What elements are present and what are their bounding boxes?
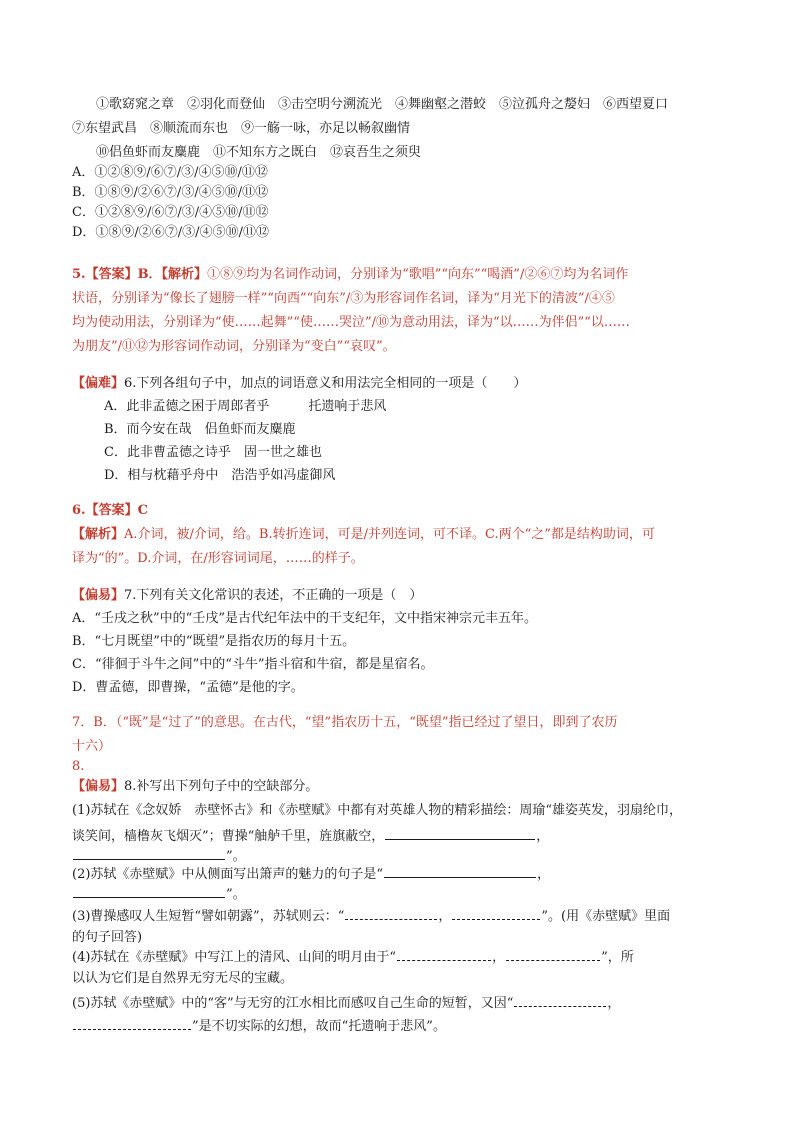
q5-option-a: A．①②⑧⑨/⑥⑦/③/④⑤⑩/⑪⑫ bbox=[72, 165, 268, 180]
q8-part2-close: ”。 bbox=[226, 887, 246, 902]
q5-answer-line-2: 状语，分别译为“像长了翅膀一样”“向西”“向东”/③为形容词作名词，译为“月光下的清波”/④⑤ bbox=[72, 291, 615, 306]
q8-part5-comma: ， bbox=[607, 996, 621, 1011]
q8-part4-text: (4)苏轼在《赤壁赋》中写江上的清风、山间的明月由于“ bbox=[72, 950, 397, 965]
answer-blank-1[interactable] bbox=[385, 826, 535, 840]
answer-blank-6[interactable] bbox=[452, 906, 540, 920]
q5-items-line-3: ⑩侣鱼虾而友麋鹿 ⑪不知东方之既白 ⑫哀吾生之须臾 bbox=[96, 145, 422, 160]
answer-blank-4[interactable] bbox=[73, 884, 225, 898]
q7-answer-line-1: 7．B．（“既”是“过了”的意思。在古代，“望”指农历十五，“既望”指已经过了望日，即到了农历 bbox=[72, 715, 618, 730]
q5-items-line-2: ⑦东望武昌 ⑧顺流而东也 ⑨一觞一咏，亦足以畅叙幽情 bbox=[72, 121, 411, 136]
q8-part2-line-1 bbox=[72, 864, 550, 884]
q8-stem bbox=[72, 778, 318, 796]
q8-part1-line-3 bbox=[72, 846, 246, 866]
q7-option-a: A．“壬戌之秋”中的“壬戌”是古代纪年法中的干支纪年，文中指宋神宗元丰五年。 bbox=[72, 611, 537, 626]
answer-blank-10[interactable] bbox=[73, 1016, 191, 1030]
q6-option-b: B．而今安在哉 侣鱼虾而友麋鹿 bbox=[104, 422, 296, 437]
q8-part1-close: ”。 bbox=[226, 849, 246, 864]
answer-blank-3[interactable] bbox=[384, 864, 536, 878]
answer-blank-7[interactable] bbox=[397, 947, 491, 961]
answer-blank-9[interactable] bbox=[514, 993, 606, 1007]
q6-option-d: D．相与枕藉乎舟中 浩浩乎如冯虚御风 bbox=[104, 468, 336, 483]
q5-items-line-1: ①歌窈窕之章 ②羽化而登仙 ③击空明兮溯流光 ④舞幽壑之潜蛟 ⑤泣孤舟之嫠妇 ⑥西望夏口 bbox=[96, 97, 669, 112]
q8-part4-line-2: 以认为它们是自然界无穷无尽的宝藏。 bbox=[72, 971, 294, 986]
q6-analysis-line-1 bbox=[72, 526, 655, 544]
q5-answer-text: ①⑧⑨均为名词作动词，分别译为“歌唱”“向东”“喝酒”/②⑥⑦均为名词作 bbox=[207, 267, 629, 282]
q8-part2-line-2 bbox=[72, 884, 246, 904]
q8-part1-line-1: (1)苏轼在《念奴娇 赤壁怀古》和《赤壁赋》中都有对英雄人物的精彩描绘：周瑜“雄姿英发，羽扇纶巾， bbox=[72, 803, 683, 818]
q8-stem-text: 8.补写出下列句子中的空缺部分。 bbox=[124, 779, 319, 794]
q5-answer-line-3: 均为使动用法，分别译为“使……起舞”“使……哭泣”/⑩为意动用法，译为“以……为伴侣”“以…… bbox=[72, 315, 630, 330]
q6-option-c: C．此非曹孟德之诗乎 固一世之雄也 bbox=[104, 445, 322, 460]
q8-part2-comma: ， bbox=[537, 867, 551, 882]
q6-stem-text: 6.下列各组句子中，加点的词语意义和用法完全相同的一项是（ ） bbox=[124, 376, 527, 391]
q8-part3-line-2: 的句子回答) bbox=[72, 930, 143, 945]
q8-part5-line-1 bbox=[72, 993, 620, 1013]
q6-analysis-line-2: 译为“的”。D.介词，在/形容词词尾，……的样子。 bbox=[72, 551, 364, 566]
q8-number: 8. bbox=[72, 759, 85, 774]
q8-part4-comma: ， bbox=[492, 950, 506, 965]
q8-part1-text: 谈笑间，樯橹灰飞烟灭”；曹操“舳舻千里，旌旗蔽空， bbox=[72, 829, 385, 844]
q8-part2-text: (2)苏轼《赤壁赋》中从侧面写出箫声的魅力的句子是“ bbox=[72, 867, 384, 882]
q8-part3-comma: ， bbox=[438, 909, 452, 924]
q5-answer-line-4: 为朋友”/⑪⑫为形容词作动词，分别译为“变白”“哀叹”。 bbox=[72, 339, 396, 354]
q7-stem bbox=[72, 587, 422, 605]
q6-answer: 6.【答案】C bbox=[72, 503, 148, 518]
q5-option-b: B．①⑧⑨/②⑥⑦/③/④⑤⑩/⑪⑫ bbox=[72, 185, 269, 200]
q8-difficulty-tag: 【偏易】 bbox=[72, 779, 125, 794]
q8-part5-text: (5)苏轼《赤壁赋》中的“客”与无穷的江水相比而感叹自己生命的短暂，又因“ bbox=[72, 996, 514, 1011]
q8-part5-tail: ”是不切实际的幻想，故而“托遗响于悲风”。 bbox=[192, 1019, 446, 1034]
answer-blank-2[interactable] bbox=[73, 846, 225, 860]
q5-option-d: D．①⑧⑨/②⑥⑦/③/④⑤⑩/⑪⑫ bbox=[72, 225, 269, 240]
q6-analysis-text: A.介词，被/介词，给。B.转折连词，可是/并列连词，可不译。C.两个“之”都是结构助词，可 bbox=[124, 527, 655, 542]
q6-analysis-tag: 【解析】 bbox=[72, 527, 125, 542]
q8-part3-text: (3)曹操感叹人生短暂“譬如朝露”，苏轼则云：“ bbox=[72, 909, 345, 924]
q8-part5-line-2 bbox=[72, 1016, 446, 1036]
q7-stem-text: 7.下列有关文化常识的表述，不正确的一项是（ ） bbox=[124, 588, 423, 603]
q7-option-b: B．“七月既望”中的“既望”是指农历的每月十五。 bbox=[72, 634, 356, 649]
q5-answer-line-1 bbox=[72, 266, 628, 284]
q5-answer-tag: 5.【答案】B．【解析】 bbox=[72, 267, 208, 282]
q7-answer-line-2: 十六） bbox=[72, 739, 112, 754]
answer-blank-8[interactable] bbox=[506, 947, 600, 961]
q8-part1-line-2 bbox=[72, 826, 549, 846]
q8-part3-tail: ”。(用《赤壁赋》里面 bbox=[541, 909, 671, 924]
answer-blank-5[interactable] bbox=[345, 906, 437, 920]
q8-part4-tail: ”，所 bbox=[601, 950, 634, 965]
q5-option-c: C．①②⑧⑨/⑥⑦/③/④⑤⑩/⑪⑫ bbox=[72, 205, 269, 220]
q7-option-d: D．曹孟德，即曹操，“孟德”是他的字。 bbox=[72, 680, 304, 695]
q8-part1-comma: ， bbox=[536, 829, 550, 844]
q6-stem bbox=[72, 375, 526, 393]
q7-option-c: C．“徘徊于斗牛之间”中的“斗牛”指斗宿和牛宿，都是星宿名。 bbox=[72, 657, 434, 672]
q7-difficulty-tag: 【偏易】 bbox=[72, 588, 125, 603]
q6-difficulty-tag: 【偏难】 bbox=[72, 376, 125, 391]
q8-part4-line-1 bbox=[72, 947, 634, 967]
q6-option-a: A．此非孟德之困于周郎者乎 托遗响于悲风 bbox=[104, 399, 387, 414]
q8-part3-line-1 bbox=[72, 906, 670, 926]
